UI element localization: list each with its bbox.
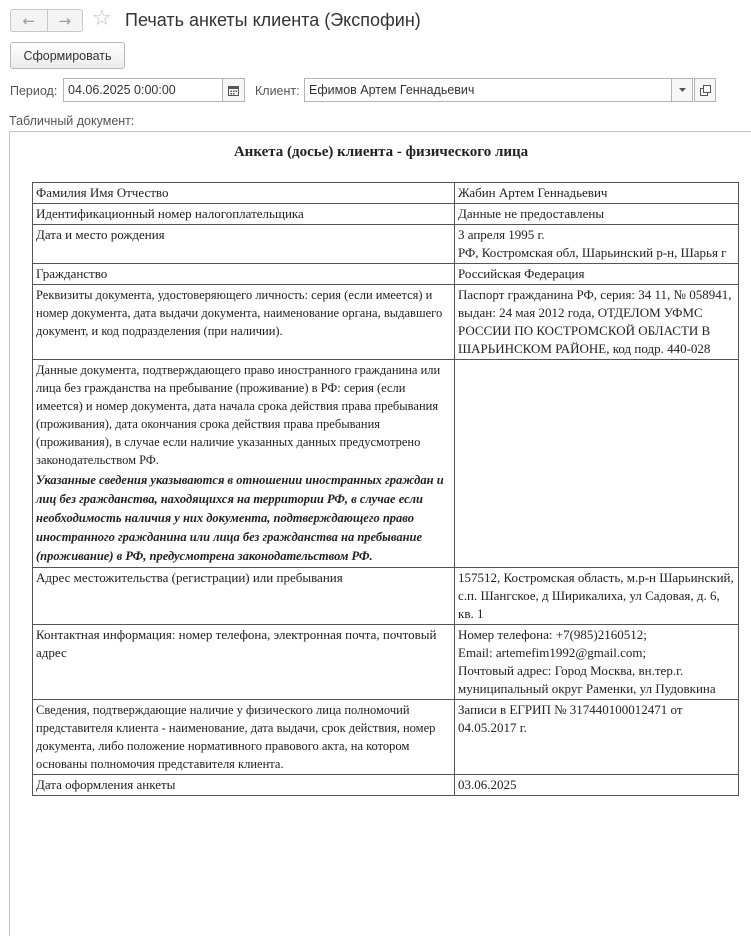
table-row — [33, 360, 739, 568]
table-row — [33, 625, 739, 700]
spreadsheet-label: Табличный документ: — [9, 114, 135, 128]
arrow-right-icon[interactable]: → — [47, 10, 83, 31]
row-label-text: Данные документа, подтверждающего право иностранного гражданина или лица без гражданства на пребывание (проживание) в РФ: серия (если имеется) и номер документа, дата начала срока действия права пребывания (проживания), дата окончания срока действия права пребывания (проживания), в случае если наличие указанных данных предусмотрено законодательством РФ. — [36, 363, 441, 467]
navigation-group — [10, 9, 83, 32]
open-item-icon[interactable] — [694, 78, 716, 102]
table-row — [33, 700, 739, 775]
star-icon[interactable]: ☆ — [92, 6, 112, 31]
arrow-left-icon[interactable]: ← — [22, 11, 36, 30]
row-value: Данные не предоставлены — [455, 204, 739, 225]
calendar-icon[interactable] — [222, 78, 245, 102]
row-value: 03.06.2025 — [455, 775, 739, 796]
row-label: Дата оформления анкеты — [33, 775, 455, 796]
row-label: Адрес местожительства (регистрации) или пребывания — [33, 568, 455, 625]
dropdown-arrow-icon[interactable] — [671, 78, 693, 102]
row-label: Фамилия Имя Отчество — [33, 183, 455, 204]
title-bar — [0, 0, 751, 40]
row-label: Дата и место рождения — [33, 225, 455, 264]
client-label: Клиент: — [255, 84, 300, 98]
spreadsheet-document[interactable] — [9, 131, 751, 936]
generate-button[interactable]: Сформировать — [10, 42, 125, 69]
row-label: Гражданство — [33, 264, 455, 285]
table-row — [33, 204, 739, 225]
row-value — [455, 360, 739, 568]
client-input[interactable]: Ефимов Артем Геннадьевич — [304, 78, 672, 102]
table-row — [33, 775, 739, 796]
row-value: Номер телефона: +7(985)2160512; Email: artemefim1992@gmail.com; Почтовый адрес: Город Москва, вн.тер.г. муниципальный округ Раменки, ул Пудовкина — [455, 625, 739, 700]
table-row — [33, 285, 739, 360]
table-row — [33, 183, 739, 204]
table-row — [33, 568, 739, 625]
row-value: 157512, Костромская область, м.р-н Шарьинский, с.п. Шангское, д Ширикалиха, ул Садовая, д. 6, кв. 1 — [455, 568, 739, 625]
table-row — [33, 264, 739, 285]
row-value: 3 апреля 1995 г. РФ, Костромская обл, Шарьинский р-н, Шарья г — [455, 225, 739, 264]
period-input[interactable]: 04.06.2025 0:00:00 — [63, 78, 223, 102]
period-label: Период: — [10, 84, 58, 98]
row-value: Российская Федерация — [455, 264, 739, 285]
row-label: Идентификационный номер налогоплательщика — [33, 204, 455, 225]
row-label: Контактная информация: номер телефона, электронная почта, почтовый адрес — [33, 625, 455, 700]
row-value: Жабин Артем Геннадьевич — [455, 183, 739, 204]
table-row — [33, 225, 739, 264]
row-value: Паспорт гражданина РФ, серия: 34 11, № 058941, выдан: 24 мая 2012 года, ОТДЕЛОМ УФМС РОССИИ ПО КОСТРОМСКОЙ ОБЛАСТИ В ШАРЬИНСКОМ РАЙОНЕ, код подр. 440-028 — [455, 285, 739, 360]
row-value: Записи в ЕГРИП № 317440100012471 от 04.05.2017 г. — [455, 700, 739, 775]
client-form-table — [32, 182, 739, 796]
document-title: Анкета (досье) клиента - физического лица — [233, 144, 529, 160]
row-label — [33, 360, 455, 568]
row-note: Указанные сведения указываются в отношении иностранных граждан и лиц без гражданства, находящихся на территории РФ, в случае если необходимость наличия у них документа, подтверждающего право иностранного гражданина или лица без гражданства на пребывание (проживание) в РФ, предусмотрена законодательством РФ. — [36, 473, 444, 563]
row-label: Сведения, подтверждающие наличие у физического лица полномочий представителя клиента - наименование, дата выдачи, срок действия, номер документа, либо положение нормативного правового акта, на котором основаны полномочия представителя клиента. — [33, 700, 455, 775]
window-title: Печать анкеты клиента (Экспофин) — [125, 10, 421, 30]
row-label: Реквизиты документа, удостоверяющего личность: серия (если имеется) и номер документа, дата выдачи документа, наименование органа, выдавшего документ, и код подразделения (при наличии). — [33, 285, 455, 360]
